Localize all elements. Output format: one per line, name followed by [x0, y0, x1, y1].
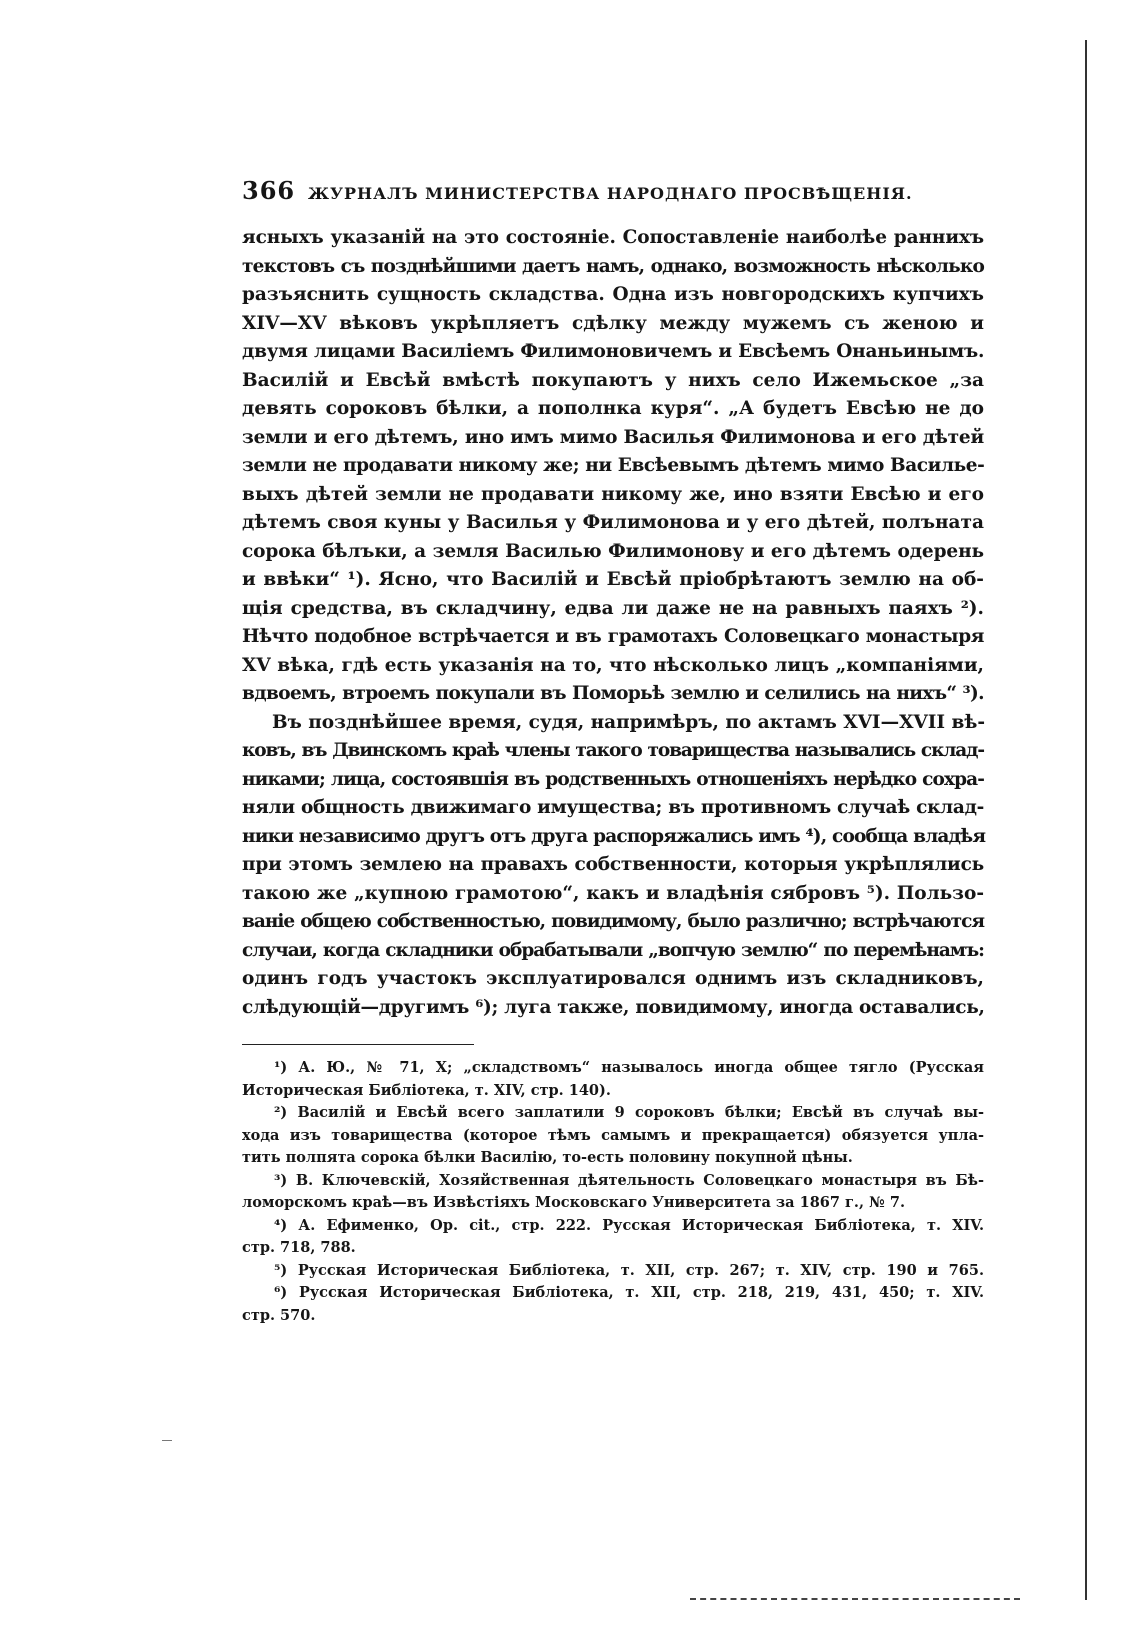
footnotes	[242, 1057, 984, 1327]
main-text	[242, 224, 984, 1022]
text-line: двумя лицами Василіемъ Филимоновичемъ и Евсѣемъ Онаньинымъ.	[242, 341, 985, 362]
text-line: Василій и Евсѣй вмѣстѣ покупаютъ у нихъ село Ижемьское „за	[242, 369, 984, 391]
text-line: няли общность движимаго имущества; въ противномъ случаѣ склад-	[242, 797, 984, 818]
text-line: земли не продавати никому же; ни Евсѣевымъ дѣтемъ мимо Василье-	[242, 455, 985, 476]
text-line: ковъ, въ Двинскомъ краѣ члены такого товарищества назывались склад-	[242, 740, 984, 761]
text-line: случаи, когда складники обрабатывали „вопчую землю“ по перемѣнамъ:	[242, 939, 984, 961]
text-line: такою же „купною грамотою“, какъ и владѣнія сябровъ ⁵). Пользо-	[242, 882, 984, 904]
text-line: одинъ годъ участокъ эксплуатировался однимъ изъ складниковъ,	[242, 968, 984, 989]
text-line: девять сороковъ бѣлки, а пополнка куря“. „А будетъ Евсѣю не до	[242, 398, 984, 419]
text-line: ясныхъ указаній на это состояніе. Сопоставленіе наиболѣе раннихъ	[242, 227, 984, 248]
text-line: выхъ дѣтей земли не продавати никому же, ино взяти Евсѣю и его	[242, 483, 984, 505]
footnote-separator	[242, 1044, 474, 1045]
text-line: никами; лица, состоявшія въ родственныхъ отношеніяхъ нерѣдко сохра-	[242, 768, 984, 790]
text-line: земли и его дѣтемъ, ино имъ мимо Василья Филимонова и его дѣтей	[242, 426, 984, 448]
page-edge-rule	[1085, 40, 1087, 1600]
footnote-line: стр. 570.	[242, 1306, 316, 1324]
footnote-line: ⁴) А. Ефименко, Op. cit., стр. 222. Русская Историческая Библіотека, т. XIV.	[274, 1216, 984, 1234]
footnote-line: Историческая Библіотека, т. XIV, стр. 140).	[242, 1081, 611, 1099]
text-line: при этомъ землею на правахъ собственности, которыя укрѣплялись	[242, 854, 984, 875]
footnote-line: ³) В. Ключевскій, Хозяйственная дѣятельность Соловецкаго монастыря въ Бѣ-	[274, 1171, 984, 1189]
footnote-line: ломорскомъ краѣ—въ Извѣстіяхъ Московскаго Университета за 1867 г., № 7.	[242, 1194, 905, 1211]
page-header	[242, 176, 984, 212]
text-line: текстовъ съ позднѣйшими даетъ намъ, однако, возможность нѣсколько	[242, 255, 984, 277]
page-number: 366	[242, 176, 296, 205]
text-line: сорока бѣлъки, а земля Василью Филимонову и его дѣтемъ одерень	[242, 540, 984, 562]
text-line: разъяснить сущность складства. Одна изъ новгородскихъ купчихъ	[242, 284, 984, 305]
text-line: Нѣчто подобное встрѣчается и въ грамотахъ Соловецкаго монастыря	[242, 626, 984, 647]
footnote-line: ²) Василій и Евсѣй всего заплатили 9 сороковъ бѣлки; Евсѣй въ случаѣ вы-	[274, 1104, 984, 1121]
footnote-line: стр. 718, 788.	[242, 1239, 356, 1256]
text-line: вдвоемъ, втроемъ покупали въ Поморьѣ землю и селились на нихъ“ ³).	[242, 683, 984, 704]
text-line: и ввѣки“ ¹). Ясно, что Василій и Евсѣй пріобрѣтаютъ землю на об-	[242, 569, 984, 590]
running-title: ЖУРНАЛЪ МИНИСТЕРСТВА НАРОДНАГО ПРОСВѢЩЕНІЯ.	[308, 184, 913, 203]
scan-bottom-marks	[690, 1598, 1020, 1603]
scan-mark	[162, 1440, 172, 1441]
footnote-line: хода изъ товарищества (которое тѣмъ самымъ и прекращается) обязуется упла-	[242, 1126, 984, 1144]
text-line: щія средства, въ складчину, едва ли даже не на равныхъ паяхъ ²).	[242, 597, 984, 619]
footnote-line: тить полпята сорока бѣлки Василію, то-есть половину покупной цѣны.	[242, 1149, 853, 1166]
footnote-line: ⁶) Русская Историческая Библіотека, т. XII, стр. 218, 219, 431, 450; т. XIV.	[274, 1284, 984, 1301]
text-line: ники независимо другъ отъ друга распоряжались имъ ⁴), сообща владѣя	[242, 825, 986, 847]
book-page	[242, 176, 984, 1327]
text-line: дѣтемъ своя куны у Василья у Филимонова и у его дѣтей, полъната	[242, 512, 984, 533]
text-line: XIV—XV вѣковъ укрѣпляетъ сдѣлку между мужемъ съ женою и	[242, 312, 984, 334]
footnote-line: ⁵) Русская Историческая Библіотека, т. XII, стр. 267; т. XIV, стр. 190 и 765.	[274, 1261, 984, 1279]
text-line: ваніе общею собственностью, повидимому, было различно; встрѣчаются	[242, 911, 984, 932]
paragraph-start-line: Въ позднѣйшее время, судя, напримѣръ, по актамъ XVI—XVII вѣ-	[272, 711, 986, 733]
text-line: XV вѣка, гдѣ есть указанія на то, что нѣсколько лицъ „компаніями,	[242, 654, 984, 676]
text-line: слѣдующій—другимъ ⁶); луга также, повидимому, иногда оставались,	[242, 996, 985, 1018]
footnote-line: ¹) А. Ю., № 71, X; „складствомъ“ называлось иногда общее тягло (Русская	[274, 1059, 984, 1076]
